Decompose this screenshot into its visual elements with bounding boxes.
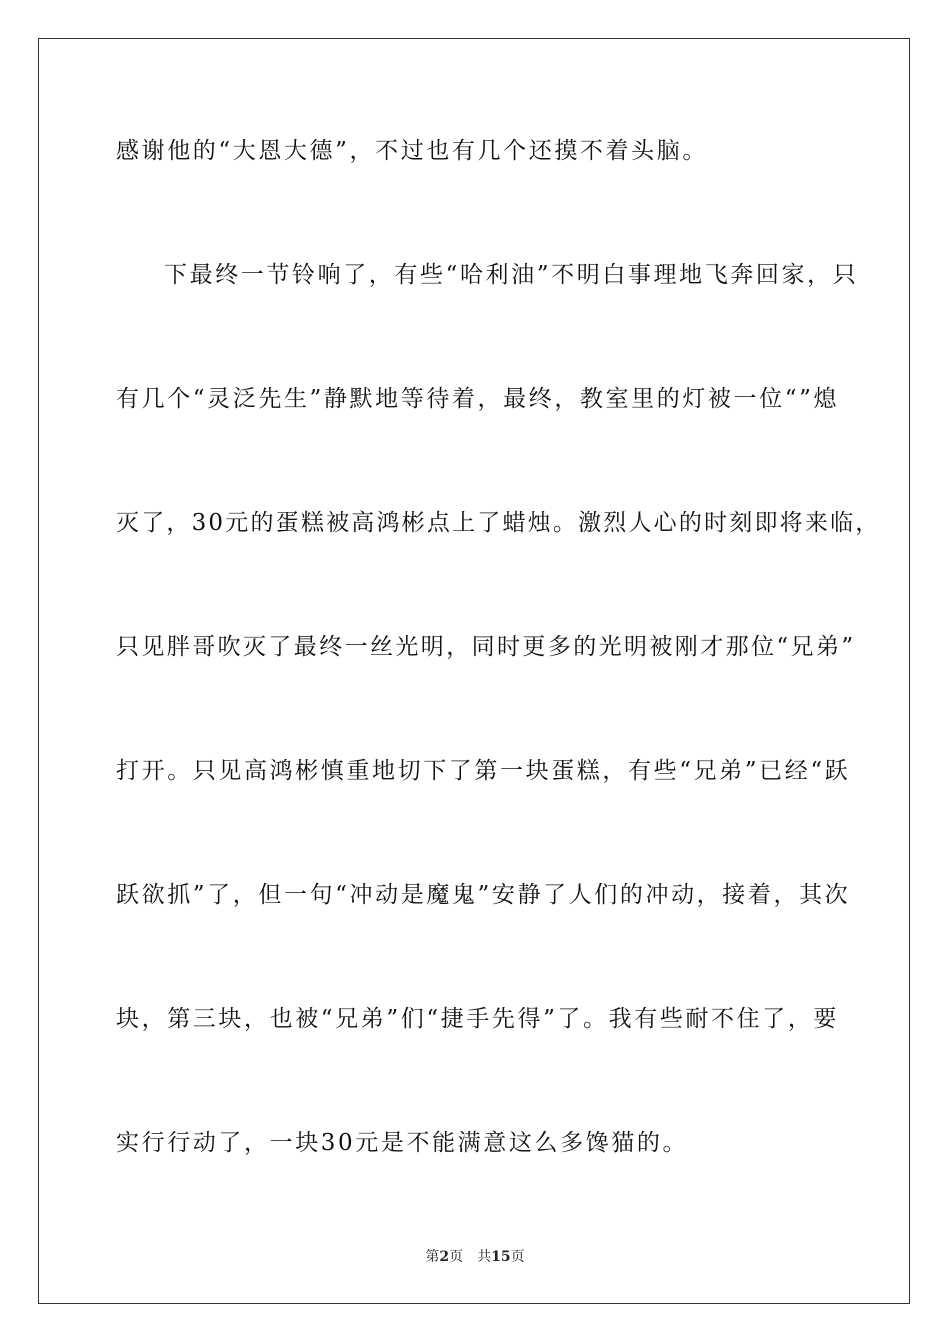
paragraph-line-1: 感谢他的“大恩大德”，不过也有几个还摸不着头脑。 (116, 138, 708, 164)
page-footer (0, 1248, 950, 1266)
page-border (38, 38, 910, 1304)
total-prefix: 共 (477, 1249, 492, 1265)
page-prefix: 第 (425, 1249, 440, 1265)
paragraph-line-3: 有几个“灵泛先生”静默地等待着，最终，教室里的灯被一位“”熄 (116, 386, 840, 412)
current-page-number: 2 (439, 1249, 450, 1265)
paragraph-line-7: 跃欲抓”了，但一句“冲动是魔鬼”安静了人们的冲动，接着，其次 (116, 882, 851, 908)
paragraph-line-2: 下最终一节铃响了，有些“哈利油”不明白事理地飞奔回家，只 (164, 262, 859, 288)
paragraph-line-4: 灭了，30元的蛋糕被高鸿彬点上了蜡烛。激烈人心的时刻即将来临， (116, 510, 881, 536)
page-suffix: 页 (449, 1249, 464, 1265)
total-suffix: 页 (510, 1249, 525, 1265)
total-pages-number: 15 (491, 1249, 511, 1265)
paragraph-line-5: 只见胖哥吹灭了最终一丝光明，同时更多的光明被刚才那位“兄弟” (116, 634, 856, 660)
paragraph-line-8: 块，第三块，也被“兄弟”们“捷手先得”了。我有些耐不住了，要 (116, 1006, 840, 1032)
paragraph-line-6: 打开。只见高鸿彬慎重地切下了第一块蛋糕，有些“兄弟”已经“跃 (116, 758, 851, 784)
paragraph-line-9: 实行行动了，一块30元是不能满意这么多馋猫的。 (116, 1130, 689, 1156)
